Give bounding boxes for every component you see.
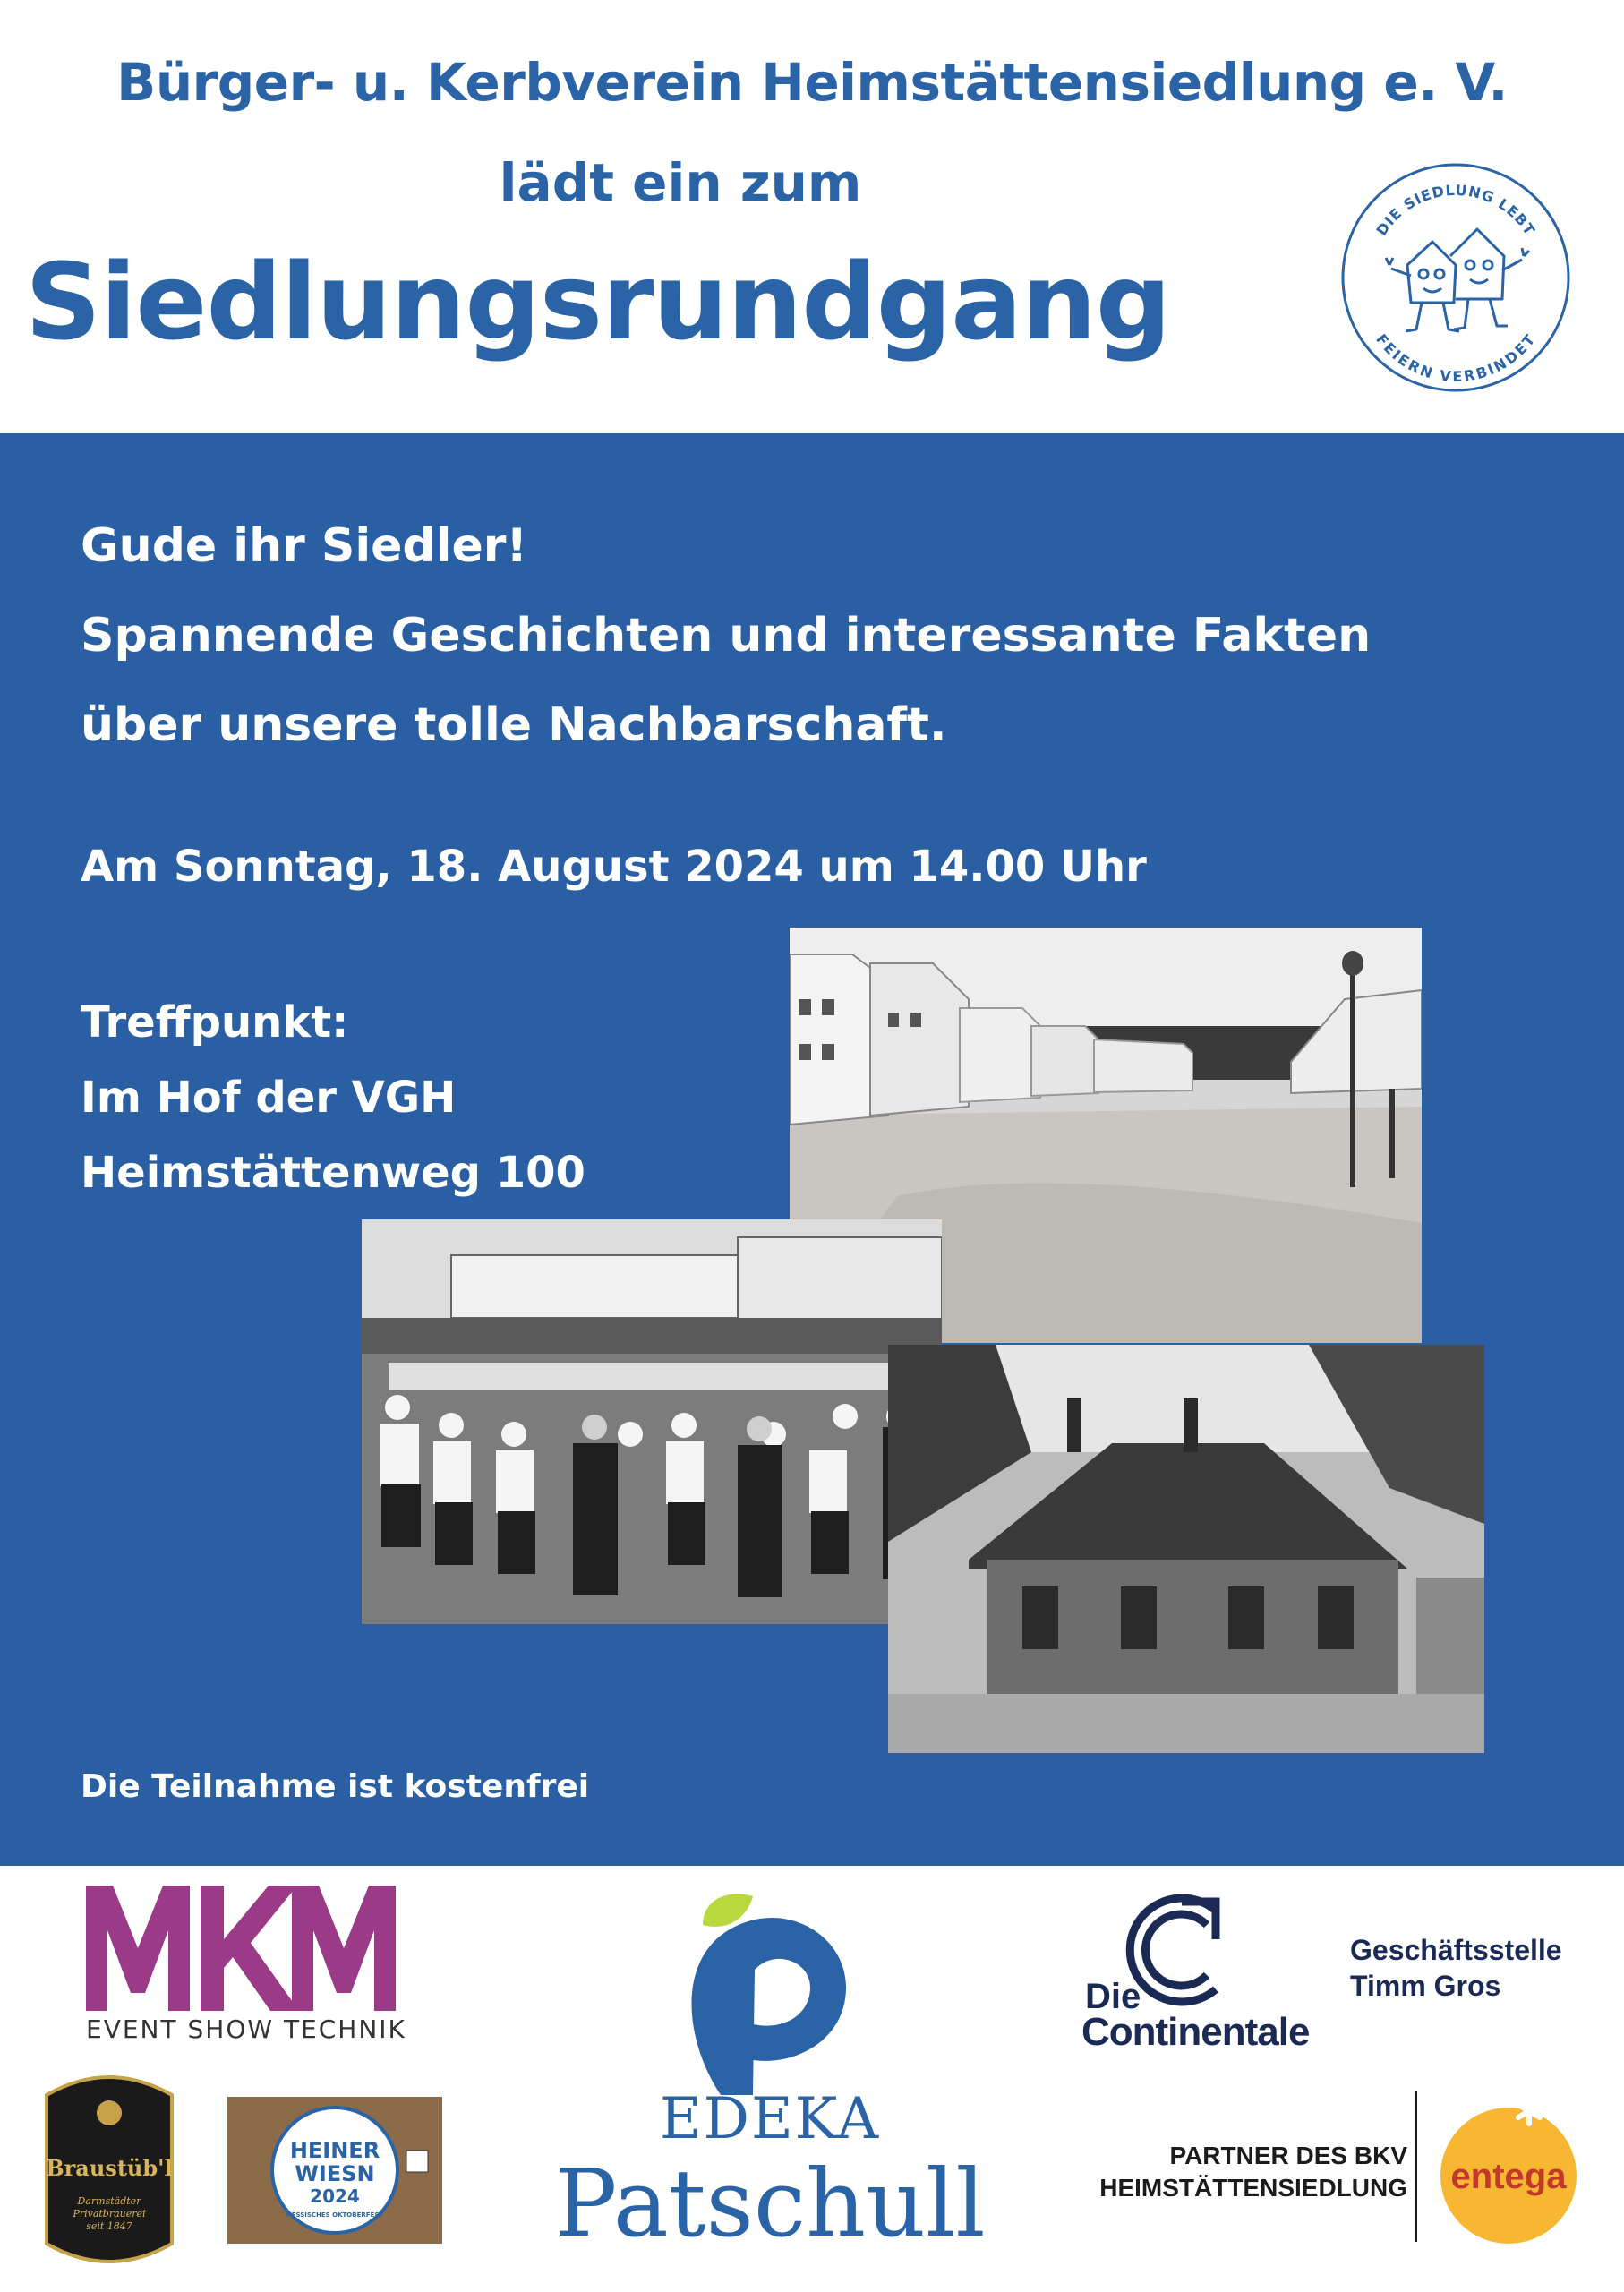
continentale-die: Die bbox=[1085, 1977, 1141, 2016]
qr-code-icon bbox=[406, 2151, 428, 2172]
continentale-office bbox=[1350, 1932, 1562, 2004]
partner-divider bbox=[1415, 2091, 1417, 2242]
page-title: Siedlungsrundgang bbox=[25, 240, 1171, 363]
heiner-wiesn-logo bbox=[227, 2097, 442, 2244]
greeting-line: Gude ihr Siedler! bbox=[81, 519, 528, 573]
greeting-line: über unsere tolle Nachbarschaft. bbox=[81, 698, 947, 752]
meeting-place: Im Hof der VGH bbox=[81, 1073, 457, 1123]
patschull-name: Patschull bbox=[554, 2149, 986, 2258]
partner-line: HEIMSTÄTTENSIEDLUNG bbox=[1099, 2174, 1407, 2202]
partner-text bbox=[1083, 2140, 1407, 2204]
braustuebl-sub-1: Darmstädter bbox=[77, 2195, 141, 2207]
wiesn-year: 2024 bbox=[310, 2185, 360, 2207]
greeting-text bbox=[81, 501, 1371, 770]
greeting-line: Spannende Geschichten und interessante Fakten bbox=[81, 609, 1372, 663]
historic-photo-house bbox=[888, 1345, 1484, 1753]
club-logo bbox=[1338, 159, 1574, 396]
edeka-name: EDEKA bbox=[659, 2086, 881, 2152]
club-logo-top-text: DIE SIEDLUNG LEBT bbox=[1372, 181, 1539, 239]
wiesn-line1: HEINER bbox=[289, 2138, 380, 2163]
braustuebl-sub-3: seit 1847 bbox=[86, 2220, 132, 2232]
wiesn-line2: WIESN bbox=[295, 2161, 375, 2186]
wiesn-sub: HESSISCHES OKTOBERFEST bbox=[286, 2211, 384, 2219]
braustuebl-name: Braustüb'l bbox=[46, 2155, 173, 2181]
header-organizer: Bürger- u. Kerbverein Heimstättensiedlung e. V. bbox=[116, 52, 1508, 113]
meeting-address: Heimstättenweg 100 bbox=[81, 1148, 585, 1198]
meeting-point bbox=[81, 985, 585, 1210]
mkm-logo-text: MKM bbox=[239, 1961, 243, 1962]
mkm-logo bbox=[86, 1886, 396, 2011]
entega-name: entega bbox=[1450, 2157, 1567, 2196]
office-line: Timm Gros bbox=[1350, 1970, 1501, 2002]
event-date: Am Sonntag, 18. August 2024 um 14.00 Uhr bbox=[81, 842, 1147, 892]
office-line: Geschäftsstelle bbox=[1350, 1934, 1562, 1966]
entega-logo bbox=[1431, 2093, 1586, 2245]
meeting-label: Treffpunkt: bbox=[81, 997, 349, 1048]
edeka-patschull-p-logo bbox=[667, 1889, 855, 2095]
mkm-tagline: EVENT SHOW TECHNIK bbox=[86, 2014, 406, 2044]
braustuebl-logo bbox=[38, 2068, 181, 2271]
historic-photo-dance bbox=[362, 1219, 942, 1624]
partner-line: PARTNER DES BKV bbox=[1169, 2142, 1407, 2169]
continentale-name: Continentale bbox=[1081, 2010, 1310, 2054]
club-logo-bottom-text: FEIERN VERBINDET bbox=[1372, 330, 1539, 386]
free-admission-note: Die Teilnahme ist kostenfrei bbox=[81, 1768, 590, 1805]
header-invite: lädt ein zum bbox=[499, 152, 862, 213]
braustuebl-sub-2: Privatbrauerei bbox=[73, 2208, 146, 2219]
